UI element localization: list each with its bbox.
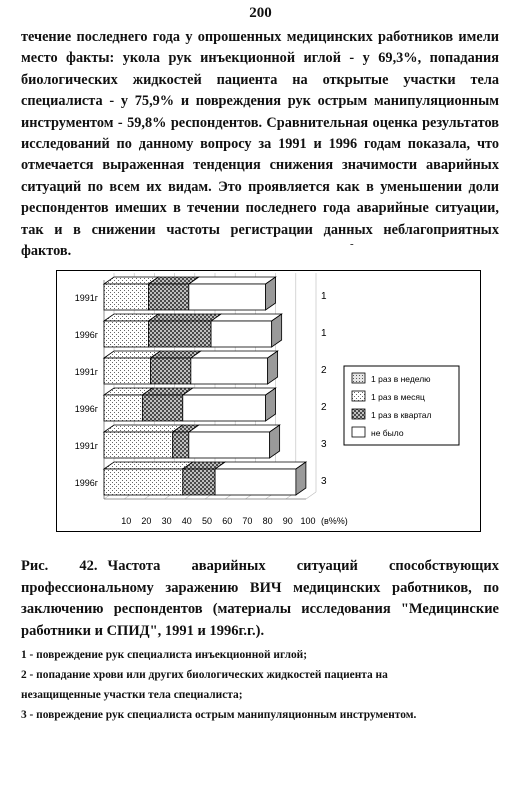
- bar-segment: [104, 469, 183, 495]
- legend: [344, 366, 459, 445]
- x-tick-label: 10: [121, 516, 132, 526]
- grid-floor-line: [306, 492, 316, 499]
- legend-swatch: [352, 373, 365, 383]
- x-tick-label: 70: [242, 516, 253, 526]
- bar-segment: [191, 358, 268, 384]
- figure-notes: [21, 645, 499, 725]
- bar-segment: [215, 469, 296, 495]
- page-number: 200: [249, 5, 272, 21]
- bar-number-label: 3: [321, 439, 327, 450]
- legend-label: 1 раз в неделю: [371, 374, 431, 384]
- category-label: 1991г: [74, 367, 98, 377]
- bar-segment: [104, 284, 148, 310]
- category-label: 1996г: [74, 404, 98, 414]
- bar-top-face: [211, 314, 282, 321]
- bar-top-face: [104, 462, 193, 469]
- note-item: 3 - повреждение рук специалиста острым манипуляционным инструментом.: [21, 709, 417, 721]
- x-tick-label: 100: [300, 516, 316, 526]
- bar-top-face: [183, 388, 276, 395]
- note-item: 2 - попадание хрови или других биологических жидкостей пациента на: [21, 669, 388, 681]
- bar-top-face: [148, 314, 221, 321]
- bar-segment: [148, 321, 211, 347]
- bar-top-face: [189, 425, 280, 432]
- x-tick-label: 30: [161, 516, 172, 526]
- x-tick-label: 80: [262, 516, 273, 526]
- x-unit-label: (в%%): [321, 516, 348, 526]
- stacked-bar-chart: [56, 270, 481, 532]
- legend-label: 1 раз в месяц: [371, 392, 425, 402]
- figure-caption: [21, 556, 499, 642]
- caption-text: Частота аварийных ситуаций способствующих профессиональному заражению ВИЧ медицинских работников, по заключению респондентов (материалы исследования "Медицинские работники и СПИД", 1991 и 1996г.г.).: [21, 558, 499, 639]
- body-paragraph: течение последнего года у опрошенных медицинских работников имели место факты: укола рук инъекционной иглой - у 69,3%, попадания биологических жидкостей пациента на открытые участки тела специалиста - у 75,9% и повреждения рук острым манипуляционным инструментом - 59,8% респондентов. Сравнительная оценка результатов исследований по данному вопросу за 1991 и 1996 годам показала, что отмечается выраженная тенденция снижения значимости аварийных ситуаций по всем их видам. Это проявляется как в уменьшении доли респондентов имеших в течении последнего года аварийные ситуации, так и в снижении частоты регистрации данных неблагоприятных фактов.: [21, 29, 499, 260]
- bar-segment: [211, 321, 272, 347]
- bar-number-label: 2: [321, 402, 327, 413]
- legend-swatch: [352, 409, 365, 419]
- x-tick-label: 20: [141, 516, 152, 526]
- category-label: 1991г: [74, 441, 98, 451]
- caption-label: Рис. 42.: [21, 558, 98, 574]
- legend-swatch: [352, 427, 365, 437]
- bar-segment: [142, 395, 182, 421]
- category-label: 1996г: [74, 330, 98, 340]
- bar-number-label: 1: [321, 328, 327, 339]
- bar-segment: [173, 432, 189, 458]
- bar-segment: [183, 469, 215, 495]
- x-tick-label: 60: [222, 516, 233, 526]
- legend-label: 1 раз в квартал: [371, 410, 432, 420]
- bar-segment: [189, 284, 266, 310]
- bar-number-labels: [321, 291, 327, 487]
- x-axis-ticks: [121, 516, 315, 526]
- x-tick-label: 90: [282, 516, 293, 526]
- bar-top-face: [215, 462, 306, 469]
- bar-segment: [183, 395, 266, 421]
- x-tick-label: 40: [181, 516, 192, 526]
- bar-number-label: 3: [321, 476, 327, 487]
- stray-mark: -: [350, 238, 354, 250]
- bar-top-face: [189, 277, 276, 284]
- bar-top-face: [104, 425, 183, 432]
- category-label: 1991г: [74, 293, 98, 303]
- bar-number-label: 1: [321, 291, 327, 302]
- bar-segment: [148, 284, 188, 310]
- legend-swatch: [352, 391, 365, 401]
- note-item: 1 - повреждение рук специалиста инъекционной иглой;: [21, 649, 308, 661]
- bar-number-label: 2: [321, 365, 327, 376]
- category-labels: [75, 293, 99, 488]
- bar-segment: [150, 358, 190, 384]
- bar-top-face: [191, 351, 278, 358]
- bar-segment: [104, 395, 142, 421]
- legend-label: не было: [371, 428, 404, 438]
- bar-segment: [189, 432, 270, 458]
- note-item: незащищенные участки тела специалиста;: [21, 689, 243, 701]
- bar-segment: [104, 432, 173, 458]
- category-label: 1996г: [74, 478, 98, 488]
- bar-segment: [104, 321, 148, 347]
- x-tick-label: 50: [201, 516, 213, 526]
- bar-segment: [104, 358, 150, 384]
